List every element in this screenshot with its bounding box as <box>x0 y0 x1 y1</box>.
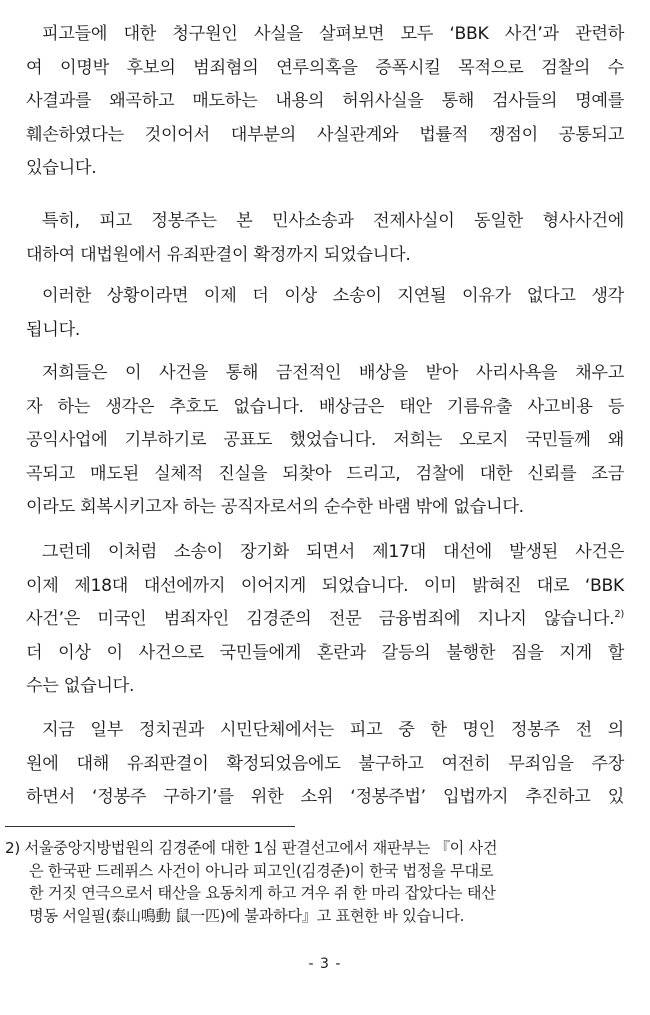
text-line: 지금 일부 정치권과 시민단체에서는 피고 중 한 명인 정봉주 전 의 <box>42 720 624 740</box>
text-line: 그런데 이처럼 소송이 장기화 되면서 제17대 대선에 발생된 사건은 <box>42 542 624 562</box>
text-line-with-footnote <box>26 603 624 637</box>
text-line: 피고들에 대한 청구원인 사실을 살펴보면 모두 ‘BBK 사건’과 관련하 <box>42 24 624 44</box>
text-line: 수는 없습니다. <box>26 676 135 696</box>
text-line: 훼손하였다는 것이어서 대부분의 사실관계와 법률적 쟁점이 공통되고 <box>26 124 624 145</box>
text-line: 사결과를 왜곡하고 매도하는 내용의 허위사실을 통해 검사들의 명예를 <box>26 91 624 111</box>
footnote-line: 한 거짓 연극으로서 태산을 요동치게 하고 겨우 쥐 한 마리 잡았다는 태산 <box>29 884 496 902</box>
footnote-line: 은 한국판 드레퓌스 사건이 아니라 피고인(김경준)이 한국 법정을 무대로 <box>29 861 494 880</box>
paragraph-2 <box>26 205 624 272</box>
paragraph-3 <box>26 280 624 347</box>
text-line: 이라도 회복시키고자 하는 공직자로서의 순수한 바램 밖에 없습니다. <box>26 497 524 517</box>
text-line: 더 이상 이 사건으로 국민들에게 혼란과 갈등의 불행한 짐을 지게 할 <box>26 642 624 663</box>
text-line: 하면서 ‘정봉주 구하기’를 위한 소위 ‘정봉주법’ 입법까지 추진하고 있 <box>26 787 624 807</box>
footnote-line: 명동 서일필(泰山鳴動 鼠一匹)에 불과하다』고 표현한 바 있습니다. <box>29 906 465 925</box>
text-line: 이러한 상황이라면 이제 더 이상 소송이 지연될 이유가 없다고 생각 <box>42 286 624 306</box>
paragraph-1 <box>26 18 624 186</box>
page-number: - 3 - <box>308 956 342 972</box>
text-line: 특히, 피고 정봉주는 본 민사소송과 전제사실이 동일한 형사사건에 <box>42 211 624 231</box>
text-line: 대하여 대법원에서 유죄판결이 확정까지 되었습니다. <box>26 244 411 265</box>
footnote <box>5 837 630 927</box>
text-line: 자 하는 생각은 추호도 없습니다. 배상금은 태안 기름유출 사고비용 등 <box>26 396 624 417</box>
text-line: 이제 제18대 대선에까지 이어지게 되었습니다. 이미 밝혀진 대로 ‘BBK <box>26 575 624 596</box>
text-line: 됩니다. <box>26 319 81 340</box>
footnote-divider <box>5 826 295 827</box>
text-line: 있습니다. <box>26 158 97 178</box>
footnote-ref[interactable]: 2) <box>614 609 624 620</box>
text-line: 여 이명박 후보의 범죄혐의 연루의혹을 증폭시킬 목적으로 검찰의 수 <box>26 57 624 78</box>
text-line: 원에 대해 유죄판결이 확정되었음에도 불구하고 여전히 무죄임을 주장 <box>26 753 624 774</box>
text-line: 곡되고 매도된 실체적 진실을 되찾아 드리고, 검찰에 대한 신뢰를 조금 <box>26 463 624 484</box>
text-line: 공익사업에 기부하기로 공표도 했었습니다. 저희는 오로지 국민들께 왜 <box>26 430 624 450</box>
footnote-line: 2) 서울중앙지방법원의 김경준에 대한 1심 판결선고에서 재판부는 『이 사건 <box>5 839 498 857</box>
paragraph-5 <box>26 536 624 704</box>
paragraph-4 <box>26 357 624 525</box>
paragraph-6 <box>26 714 624 815</box>
text-line: 저희들은 이 사건을 통해 금전적인 배상을 받아 사리사욕을 채우고 <box>42 363 624 383</box>
text-line: 사건’은 미국인 범죄자인 김경준의 전문 금융범죄에 지나지 않습니다. <box>26 609 615 629</box>
